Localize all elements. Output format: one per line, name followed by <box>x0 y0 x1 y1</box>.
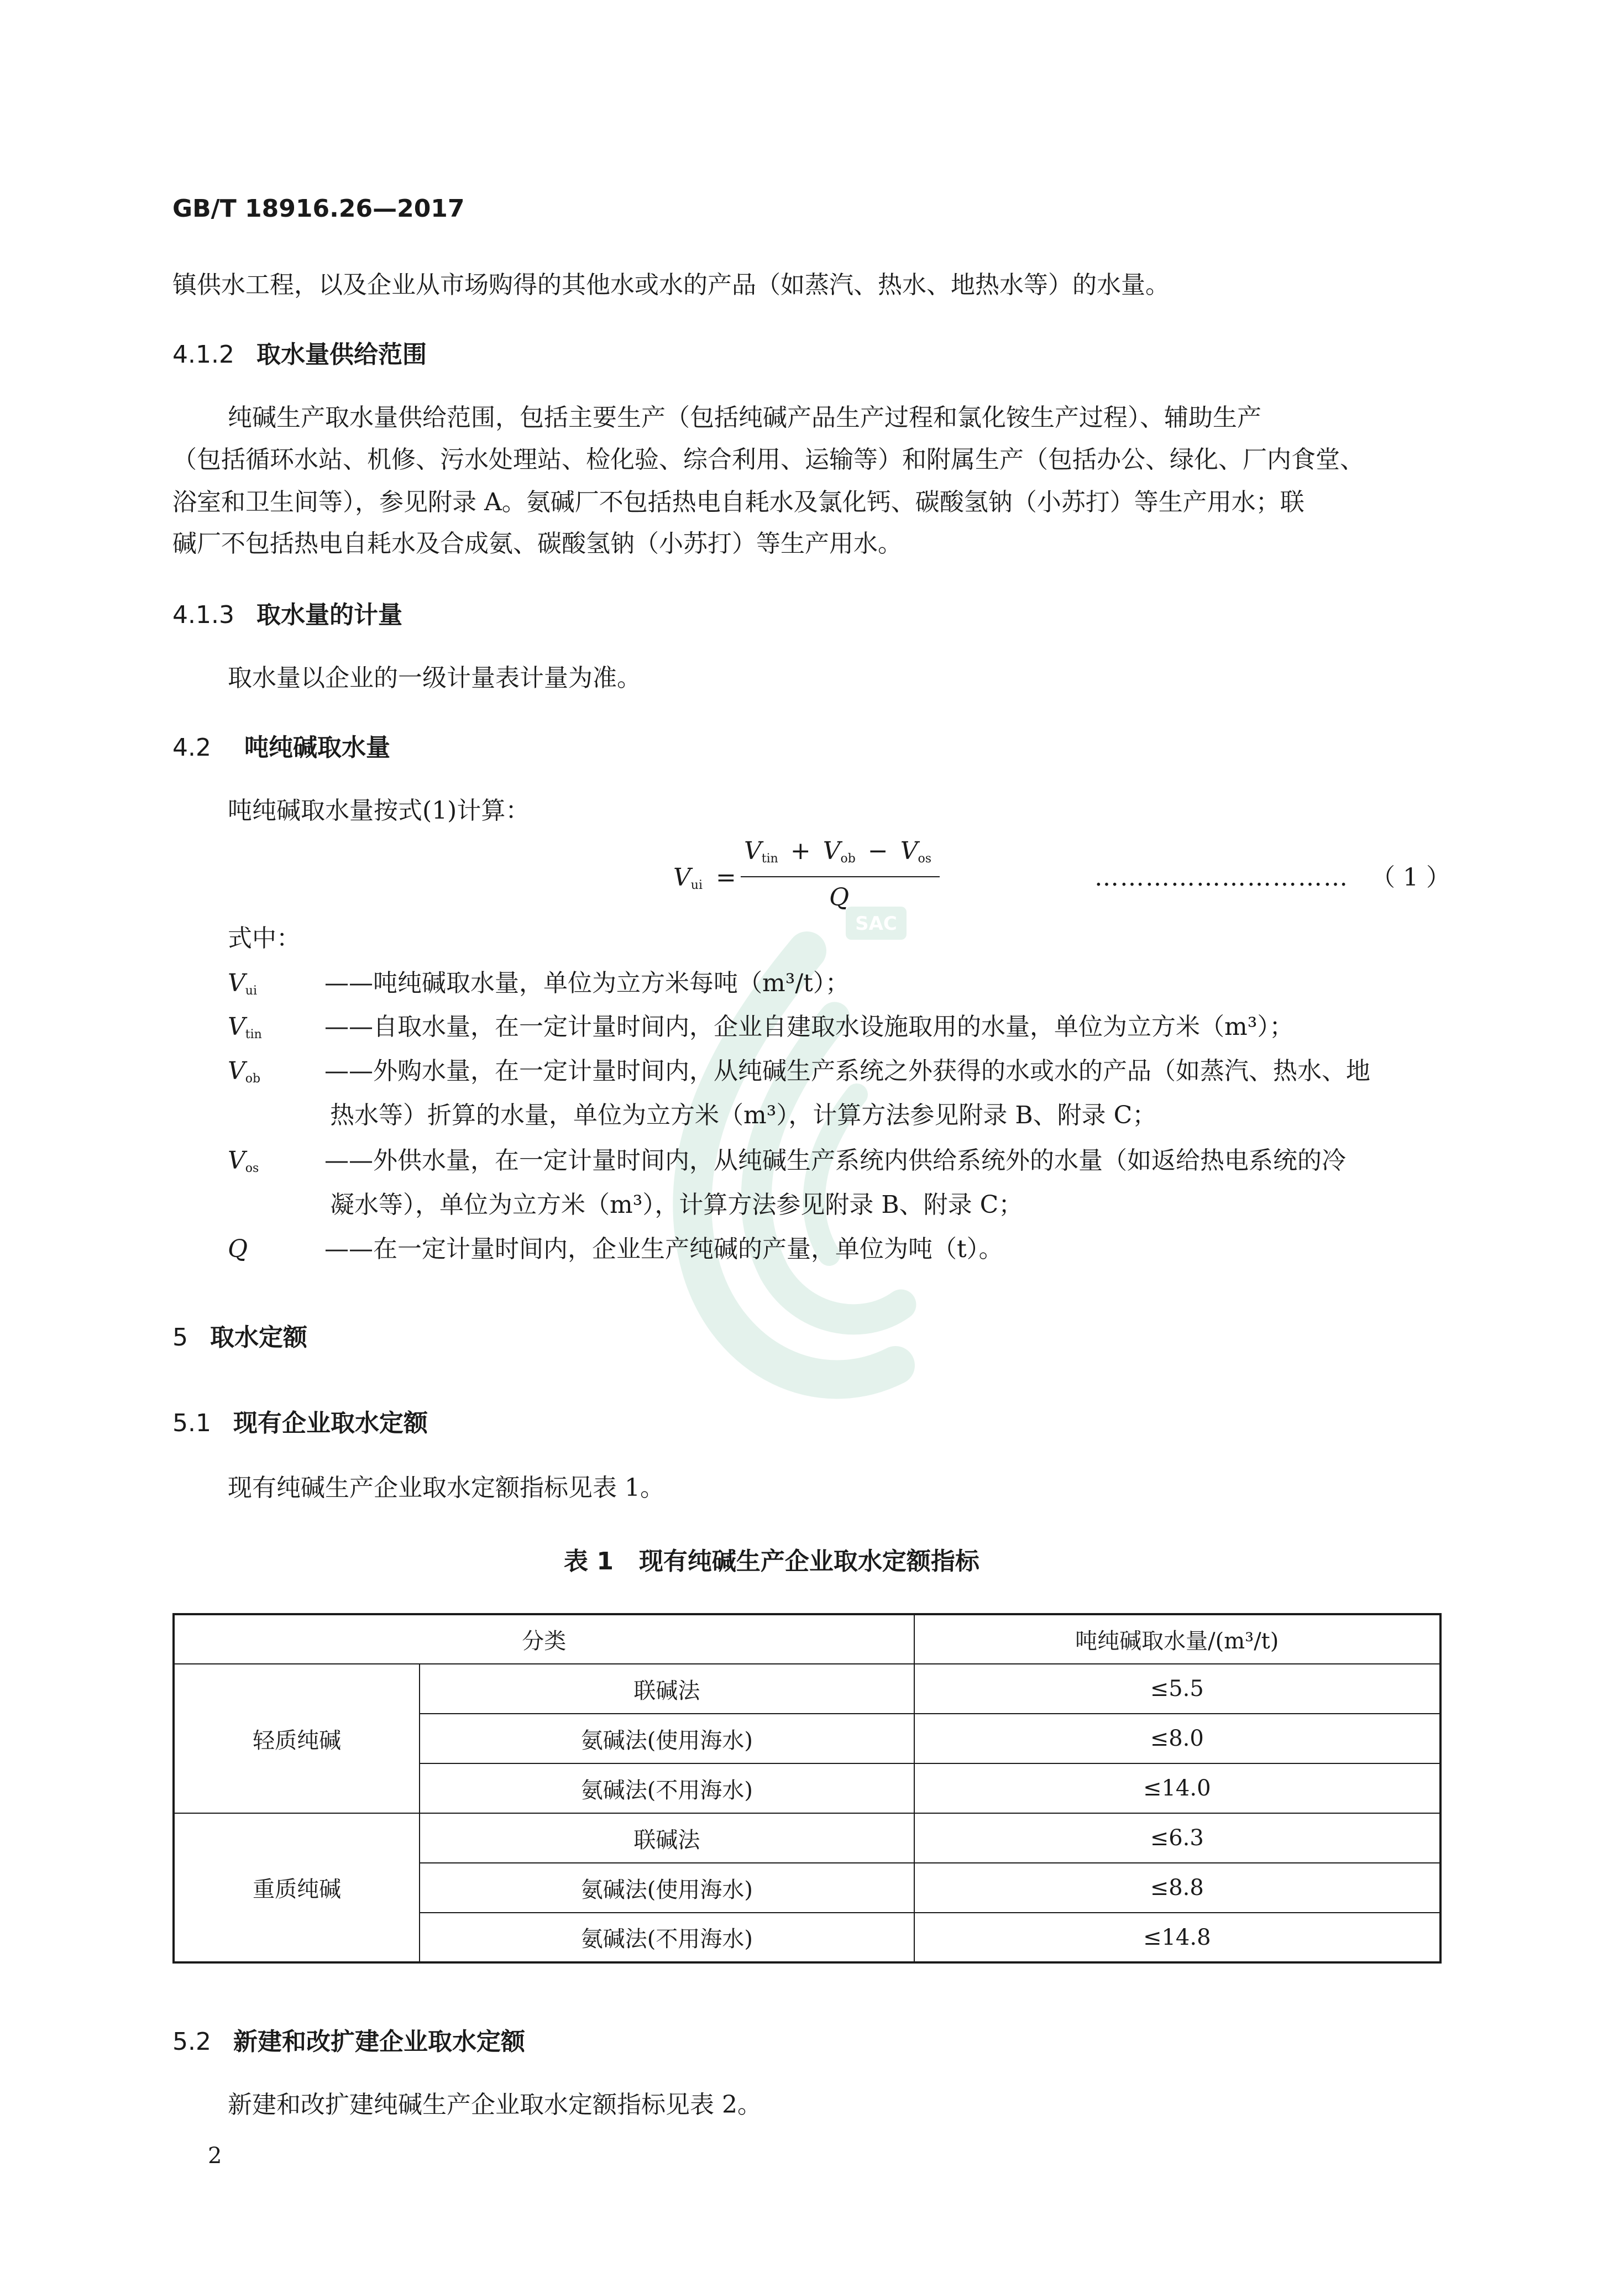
formula-minus: − <box>867 837 888 865</box>
heading-title: 现有企业取水定额 <box>233 1409 428 1437</box>
heading-4-1-3 <box>172 603 402 627</box>
formula-leader-dots: ………………………… <box>1094 863 1349 892</box>
formula-lhs-subscript: ui <box>690 878 703 892</box>
heading-title: 新建和改扩建企业取水定额 <box>233 2028 525 2056</box>
var-symbol: $V_{ui}$ <box>228 969 257 998</box>
var-symbol: $V_{tin}$ <box>228 1013 262 1041</box>
var-description: ——在一定计量时间内，企业生产纯碱的产量，单位为吨（t）。 <box>324 1235 1003 1263</box>
intro-line: 镇供水工程，以及企业从市场购得的其他水或水的产品（如蒸汽、热水、地热水等）的水量。 <box>172 271 1170 299</box>
formula-lhs <box>673 863 736 892</box>
heading-title: 取水量供给范围 <box>256 341 427 369</box>
formula-fraction-bar <box>741 876 940 877</box>
para-4-1-2-line-4: 碱厂不包括热电自耗水及合成氨、碳酸氢钠（小苏打）等生产用水。 <box>172 530 902 558</box>
formula-equals: = <box>716 863 736 892</box>
value-cell: ≤8.8 <box>914 1863 1440 1913</box>
heading-4-2 <box>172 736 390 760</box>
col-header-class: 分类 <box>174 1614 914 1664</box>
heading-5-2 <box>172 2030 525 2054</box>
table-row <box>174 1813 1440 1863</box>
heading-title: 取水量的计量 <box>256 601 402 629</box>
heading-title: 取水定额 <box>210 1323 307 1352</box>
formula-numerator <box>744 837 931 866</box>
heading-5 <box>172 1323 307 1352</box>
method-cell: 联碱法 <box>420 1664 914 1714</box>
table-1 <box>172 1613 1442 1964</box>
formula-lhs-symbol: V <box>673 863 691 892</box>
value-cell: ≤8.0 <box>914 1714 1440 1763</box>
method-cell: 氨碱法(使用海水) <box>420 1714 914 1763</box>
col-header-value: 吨纯碱取水量/(m³/t) <box>914 1614 1440 1664</box>
para-4-1-2-line-2: （包括循环水站、机修、污水处理站、检化验、综合利用、运输等）和附属生产（包括办公、绿化、厂内食堂、 <box>172 446 1364 474</box>
table-caption-title: 现有纯碱生产企业取水定额指标 <box>638 1547 979 1575</box>
table-caption-number: 表 1 <box>564 1547 614 1575</box>
var-def-os-continuation: 凝水等），单位为立方米（m³），计算方法参见附录 B、附录 C； <box>330 1191 1023 1219</box>
var-def-os <box>228 1146 1346 1181</box>
group-name: 重质纯碱 <box>174 1813 420 1962</box>
method-cell: 联碱法 <box>420 1813 914 1863</box>
heading-number: 4.1.3 <box>172 601 234 629</box>
var-description: ——吨纯碱取水量，单位为立方米每吨（m³/t）； <box>324 969 850 997</box>
value-cell: ≤6.3 <box>914 1813 1440 1863</box>
page-number: 2 <box>208 2143 222 2169</box>
value-cell: ≤14.8 <box>914 1913 1440 1962</box>
var-symbol: Q <box>228 1235 248 1263</box>
para-4-1-2-line-3: 浴室和卫生间等），参见附录 A。氨碱厂不包括热电自耗水及氯化钙、碳酸氢钠（小苏打）等生产用水；联 <box>172 488 1305 516</box>
heading-number: 4.2 <box>172 734 211 762</box>
heading-number: 5.2 <box>172 2028 211 2056</box>
var-symbol: $V_{os}$ <box>228 1146 259 1175</box>
formula-plus: + <box>790 837 811 865</box>
formula-number: （ 1 ） <box>1371 863 1450 892</box>
var-def-ui <box>228 971 850 1003</box>
var-description: ——自取水量，在一定计量时间内，企业自建取水设施取用的水量，单位为立方米（m³）； <box>324 1013 1294 1041</box>
var-def-q <box>228 1237 1003 1261</box>
table-1-caption <box>564 1541 979 1577</box>
formula-var-os: V <box>900 837 918 865</box>
method-cell: 氨碱法(使用海水) <box>420 1863 914 1913</box>
sac-badge-text: SAC <box>855 913 897 935</box>
para-5-1: 现有纯碱生产企业取水定额指标见表 1。 <box>228 1474 664 1502</box>
para-5-2: 新建和改扩建纯碱生产企业取水定额指标见表 2。 <box>228 2091 762 2119</box>
method-cell: 氨碱法(不用海水) <box>420 1913 914 1962</box>
var-symbol: $V_{ob}$ <box>228 1057 261 1086</box>
heading-number: 5 <box>172 1323 188 1352</box>
var-description: ——外供水量，在一定计量时间内，从纯碱生产系统内供给系统外的水量（如返给热电系统的冷 <box>324 1146 1346 1175</box>
document-id: GB/T 18916.26—2017 <box>172 195 465 223</box>
para-4-2-intro: 吨纯碱取水量按式(1)计算： <box>228 797 530 825</box>
var-def-ob <box>228 1059 1370 1091</box>
heading-number: 4.1.2 <box>172 341 234 369</box>
method-cell: 氨碱法(不用海水) <box>420 1763 914 1813</box>
formula-var-tin: V <box>744 837 762 865</box>
table-header-row <box>174 1614 1440 1664</box>
formula-denominator: Q <box>829 883 850 912</box>
value-cell: ≤14.0 <box>914 1763 1440 1813</box>
formula-var-ob: V <box>823 837 841 865</box>
table-row <box>174 1664 1440 1714</box>
formula-sub-ob: ob <box>840 852 856 866</box>
value-cell: ≤5.5 <box>914 1664 1440 1714</box>
para-4-1-2-line-1: 纯碱生产取水量供给范围，包括主要生产（包括纯碱产品生产过程和氯化铵生产过程）、辅助生产 <box>228 404 1261 432</box>
var-def-ob-continuation: 热水等）折算的水量，单位为立方米（m³），计算方法参见附录 B、附录 C； <box>330 1101 1157 1129</box>
para-4-1-3: 取水量以企业的一级计量表计量为准。 <box>228 664 641 692</box>
formula-sub-os: os <box>918 852 932 866</box>
heading-4-1-2 <box>172 343 427 367</box>
heading-number: 5.1 <box>172 1409 211 1437</box>
where-label: 式中： <box>228 924 301 952</box>
group-name: 轻质纯碱 <box>174 1664 420 1813</box>
heading-title: 吨纯碱取水量 <box>244 734 390 762</box>
heading-5-1 <box>172 1411 428 1436</box>
var-description: ——外购水量，在一定计量时间内，从纯碱生产系统之外获得的水或水的产品（如蒸汽、热水、地 <box>324 1057 1370 1085</box>
formula-sub-tin: tin <box>761 852 778 866</box>
var-def-tin <box>228 1015 1293 1047</box>
